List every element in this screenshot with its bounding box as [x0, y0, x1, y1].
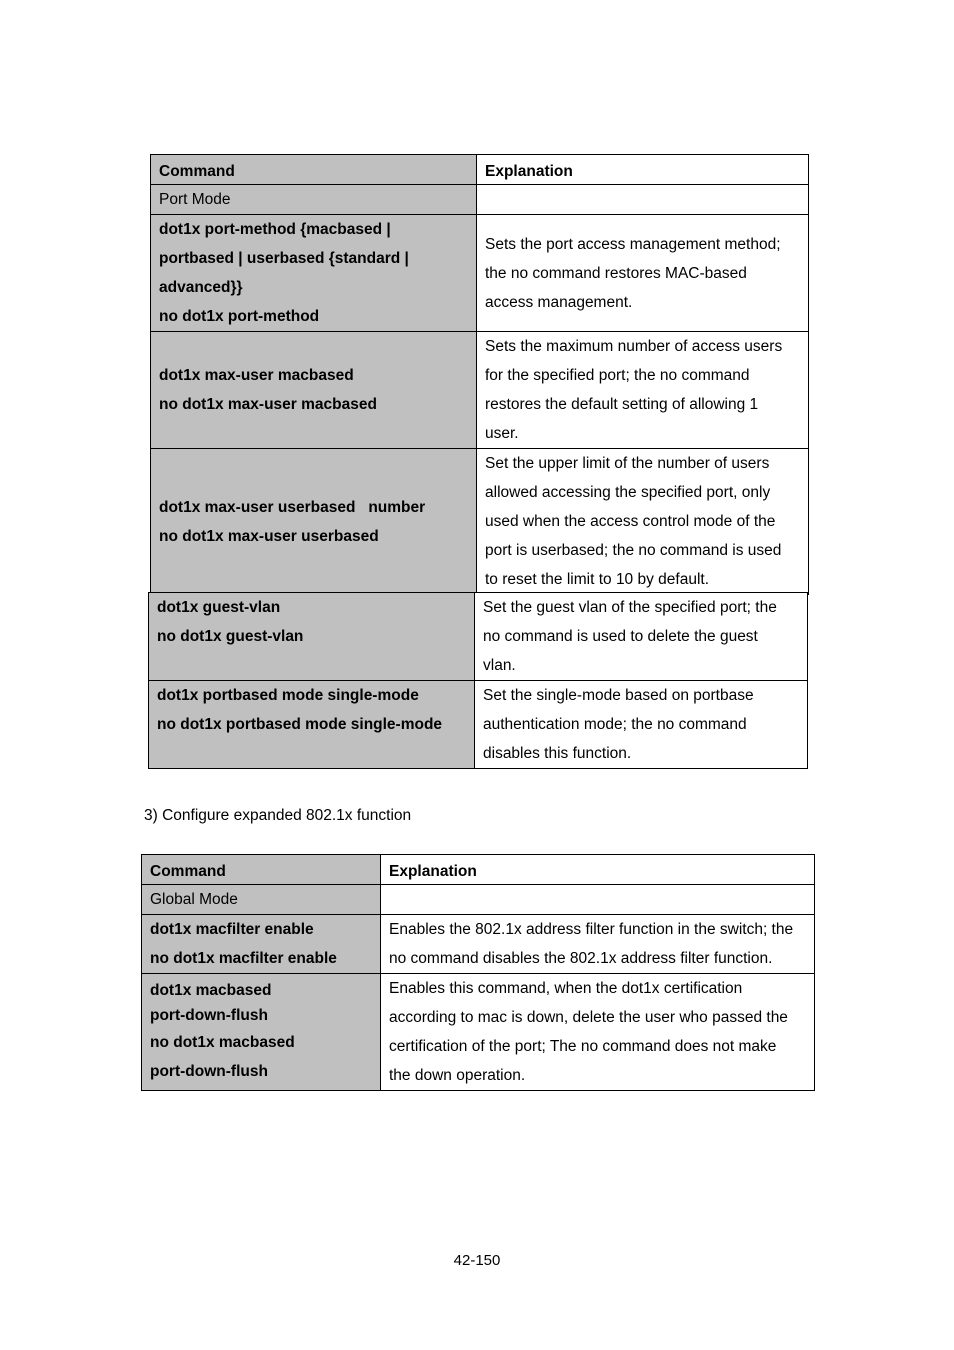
command-line: dot1x port-method {macbased |: [159, 221, 391, 238]
explanation-line: Set the guest vlan of the specified port; the: [483, 599, 777, 616]
command-cell: [142, 974, 381, 1091]
header-explanation: Explanation: [381, 855, 815, 885]
table-row: [149, 681, 808, 769]
explanation-line: Enables this command, when the dot1x certification: [389, 980, 743, 997]
command-cell: [151, 449, 477, 595]
table-row: [151, 215, 809, 332]
page-number: 42-150: [453, 1252, 501, 1269]
explanation-line: vlan.: [483, 657, 516, 674]
port-mode-command-table-continued: [148, 592, 808, 769]
mode-explanation-empty: [381, 885, 815, 915]
explanation-line: certification of the port; The no command does not make: [389, 1038, 777, 1055]
command-line: dot1x max-user userbased number: [159, 498, 426, 516]
command-line: no dot1x max-user userbased: [159, 527, 379, 545]
command-line: port-down-flush: [150, 1007, 268, 1024]
explanation-line: the no command restores MAC-based: [485, 264, 747, 282]
command-cell: [151, 215, 477, 332]
command-line: portbased | userbased {standard |: [159, 250, 409, 267]
command-line: dot1x max-user macbased: [159, 367, 354, 384]
port-mode-command-table: [150, 154, 809, 595]
explanation-line: user.: [485, 425, 519, 442]
explanation-line: according to mac is down, delete the user who passed the: [389, 1009, 788, 1026]
explanation-line: Enables the 802.1x address filter function in the switch; the: [389, 921, 794, 938]
command-cell: [149, 681, 475, 769]
explanation-line: Sets the port access management method;: [485, 235, 781, 253]
command-line: no dot1x max-user macbased: [159, 396, 377, 413]
explanation-cell: [475, 593, 808, 681]
explanation-cell: [381, 974, 815, 1091]
mode-label: Port Mode: [151, 185, 477, 215]
table-row: [149, 593, 808, 681]
explanation-cell: [381, 915, 815, 974]
explanation-line: the down operation.: [389, 1067, 526, 1084]
command-line: dot1x guest-vlan: [157, 599, 281, 616]
global-mode-command-table: [141, 854, 815, 1091]
command-line: no dot1x portbased mode single-mode: [157, 716, 443, 733]
explanation-line: no command disables the 802.1x address filter function.: [389, 950, 773, 967]
mode-label: Global Mode: [142, 885, 381, 915]
explanation-line: Sets the maximum number of access users: [485, 338, 783, 355]
table-row: [142, 915, 815, 974]
command-line: advanced}}: [159, 279, 243, 296]
explanation-cell: [475, 681, 808, 769]
table-row: [142, 974, 815, 1091]
command-line: no dot1x port-method: [159, 308, 320, 325]
explanation-line: used when the access control mode of the: [485, 513, 776, 530]
section-heading: 3) Configure expanded 802.1x function: [144, 807, 412, 824]
explanation-line: disables this function.: [483, 745, 632, 762]
explanation-line: restores the default setting of allowing 1: [485, 396, 759, 413]
explanation-line: authentication mode; the no command: [483, 716, 747, 733]
header-command: Command: [151, 155, 477, 185]
command-cell: [149, 593, 475, 681]
explanation-line: port is userbased; the no command is used: [485, 542, 782, 559]
command-line: dot1x portbased mode single-mode: [157, 687, 419, 704]
command-line: no dot1x macbased: [150, 1034, 295, 1051]
table-row: [151, 449, 809, 595]
header-command: Command: [142, 855, 381, 885]
command-cell: [142, 915, 381, 974]
command-line: dot1x macbased: [150, 982, 272, 999]
command-cell: [151, 332, 477, 449]
explanation-line: Set the single-mode based on portbase: [483, 687, 754, 704]
explanation-line: Set the upper limit of the number of users: [485, 455, 770, 472]
command-line: no dot1x guest-vlan: [157, 628, 304, 645]
mode-explanation-empty: [477, 185, 809, 215]
header-explanation: Explanation: [477, 155, 809, 185]
table-row: [151, 332, 809, 449]
command-line: port-down-flush: [150, 1063, 268, 1080]
explanation-cell: [477, 332, 809, 449]
explanation-line: access management.: [485, 293, 633, 311]
explanation-line: allowed accessing the specified port, only: [485, 484, 771, 501]
command-line: dot1x macfilter enable: [150, 921, 314, 938]
explanation-cell: [477, 215, 809, 332]
explanation-line: no command is used to delete the guest: [483, 628, 758, 645]
explanation-line: to reset the limit to 10 by default.: [485, 571, 710, 588]
explanation-cell: [477, 449, 809, 595]
command-line: no dot1x macfilter enable: [150, 950, 337, 967]
explanation-line: for the specified port; the no command: [485, 367, 750, 384]
